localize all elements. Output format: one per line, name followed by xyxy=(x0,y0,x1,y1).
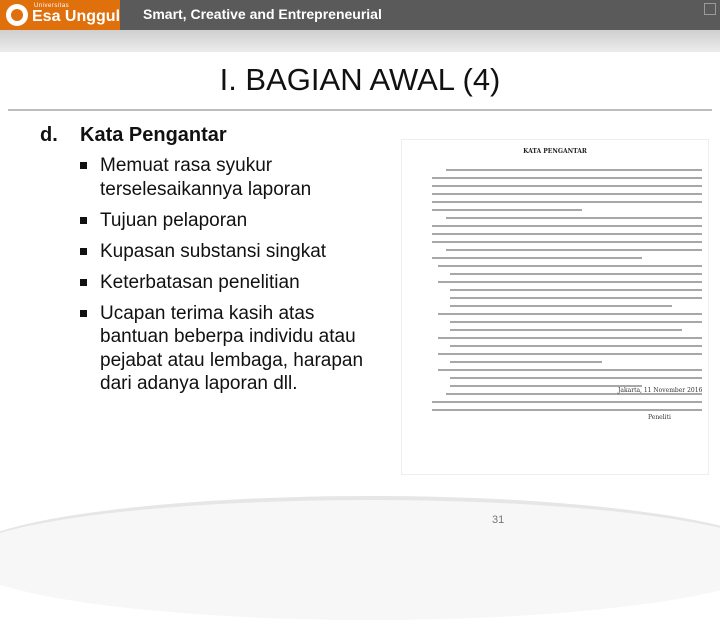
page-number: 31 xyxy=(492,514,505,526)
university-logo-icon xyxy=(6,4,28,26)
document-signature: Peneliti xyxy=(648,414,671,421)
document-date: Jakarta, 11 November 2016 xyxy=(618,387,703,394)
document-image xyxy=(402,140,708,474)
slide-title: I. BAGIAN AWAL (4) xyxy=(219,62,501,97)
bullet-item xyxy=(78,209,368,233)
document-title: KATA PENGANTAR xyxy=(523,148,587,155)
bullet-item xyxy=(78,302,368,396)
bullet-item xyxy=(78,240,368,264)
section-letter: d. xyxy=(40,124,58,146)
header-gradient-bar xyxy=(0,30,720,52)
footer-arc xyxy=(0,496,720,620)
section-heading xyxy=(40,124,227,147)
square-bullet-icon xyxy=(80,162,87,169)
logo-text: Esa Unggul xyxy=(32,8,121,25)
square-bullet-icon xyxy=(80,279,87,286)
brand-logo-block xyxy=(0,0,120,30)
section-label: Kata Pengantar xyxy=(80,124,227,146)
bullet-text: Ucapan terima kasih atas bantuan beberpa individu atau pejabat atau lembaga, harapan dari adanya laporan dll. xyxy=(100,302,364,394)
bullet-text: Kupasan substansi singkat xyxy=(100,240,327,262)
tagline: Smart, Creative and Entrepreneurial xyxy=(143,6,382,22)
bullet-text: Tujuan pelaporan xyxy=(100,209,248,231)
bullet-list xyxy=(78,154,368,403)
bullet-item xyxy=(78,154,368,201)
corner-square-icon xyxy=(704,3,716,15)
bullet-text: Memuat rasa syukur terselesaikannya laporan xyxy=(100,155,312,200)
document-text-lines xyxy=(402,140,708,474)
bullet-text: Keterbatasan penelitian xyxy=(100,271,300,293)
bullet-item xyxy=(78,271,368,295)
title-divider xyxy=(8,109,712,111)
logo-small-text: Universitas xyxy=(34,3,70,9)
header-bar xyxy=(0,0,720,30)
square-bullet-icon xyxy=(80,248,87,255)
square-bullet-icon xyxy=(80,217,87,224)
square-bullet-icon xyxy=(80,310,87,317)
